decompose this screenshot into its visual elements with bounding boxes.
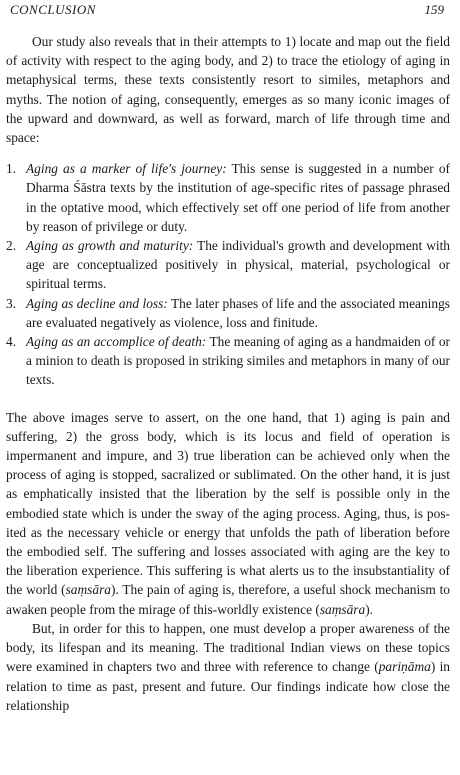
- sanskrit-term: saṃsāra: [319, 601, 366, 617]
- list-text: This sense is suggested in a number of Dharma Śāstra texts by the institution of age-specific rites of passage phrased in the optative mood, which effectively set off one period of life from another by reason of privilege or duty.: [26, 161, 450, 234]
- list-number: 3.: [6, 295, 17, 311]
- list-item: [6, 332, 450, 390]
- running-head: CONCLUSION: [10, 2, 96, 17]
- paragraph-text: But, in order for this to happen, one must develop a proper awareness of the body, its lifespan and its meaning. The traditional Indian views on these topics were examined in chapters two and three with reference to change (: [6, 620, 450, 675]
- list-term: Aging as growth and maturity:: [26, 238, 194, 254]
- page-header: [6, 0, 450, 22]
- list-item: [6, 236, 450, 294]
- page-number: 159: [424, 2, 444, 17]
- list-text: The later phases of life and the associated meanings are evaluated negatively as violence, loss and finitude.: [26, 295, 451, 330]
- sanskrit-term: pariṇāma: [378, 659, 431, 675]
- list-number: 1.: [6, 161, 17, 177]
- list-number: 2.: [6, 238, 17, 254]
- list-term: Aging as an accomplice of death:: [26, 334, 207, 350]
- aging-images-list: [6, 159, 450, 389]
- paragraph-text: ). The pain of aging is, therefore, a useful shock mechanism to awaken people from the mirage of this-worldly existence (: [6, 582, 450, 617]
- list-text: The meaning of aging as a handmaiden of or a minion to death is proposed in striking similes and metaphors in many of our texts.: [26, 334, 450, 388]
- list-term: Aging as decline and loss:: [26, 295, 168, 311]
- paragraph-text: The above images serve to assert, on the one hand, that 1) aging is pain and suffering, 2) the gross body, which is its locus and field of operation is impermanent and impure, and 3) true liberation can be achieved only when the process of aging is stopped, sacralized or sublimated. On the other hand, it is just as emphatically insisted that the liberation by the self is possible only in the embodied state which is under the sway of the aging process. Aging, thus, is posited as the necessary vehicle or energy that unfolds the path of liberation before the embodied self. The suffering and losses associated with aging are the key to the liberation experience. This suffering is what alerts us to the insubstantiality of the world (: [6, 409, 450, 598]
- body-paragraph-awareness: [6, 619, 450, 715]
- list-item: [6, 294, 450, 332]
- body-paragraph-liberation: [6, 408, 450, 619]
- list-text: The individual's growth and development with age are conceptualized positively in physical, material, psychological or spiritual terms.: [26, 238, 451, 292]
- sanskrit-term: saṃsāra: [65, 582, 111, 598]
- paragraph-text: ) in relation to time as past, present and future. Our findings indicate how close the relationship: [6, 659, 450, 713]
- list-term: Aging as a marker of life's journey:: [26, 161, 227, 177]
- list-item: [6, 159, 450, 236]
- intro-paragraph: Our study also reveals that in their attempts to 1) locate and map out the field of activity with respect to the aging body, and 2) to trace the etiology of aging in metaphysical terms, these texts consistently resort to similes, metaphors and myths. The notion of aging, consequently, emerges as so many iconic images of the upward and downward, as well as forward, march of life through time and space:: [6, 34, 450, 146]
- list-number: 4.: [6, 334, 17, 350]
- paragraph-text: ).: [365, 601, 374, 617]
